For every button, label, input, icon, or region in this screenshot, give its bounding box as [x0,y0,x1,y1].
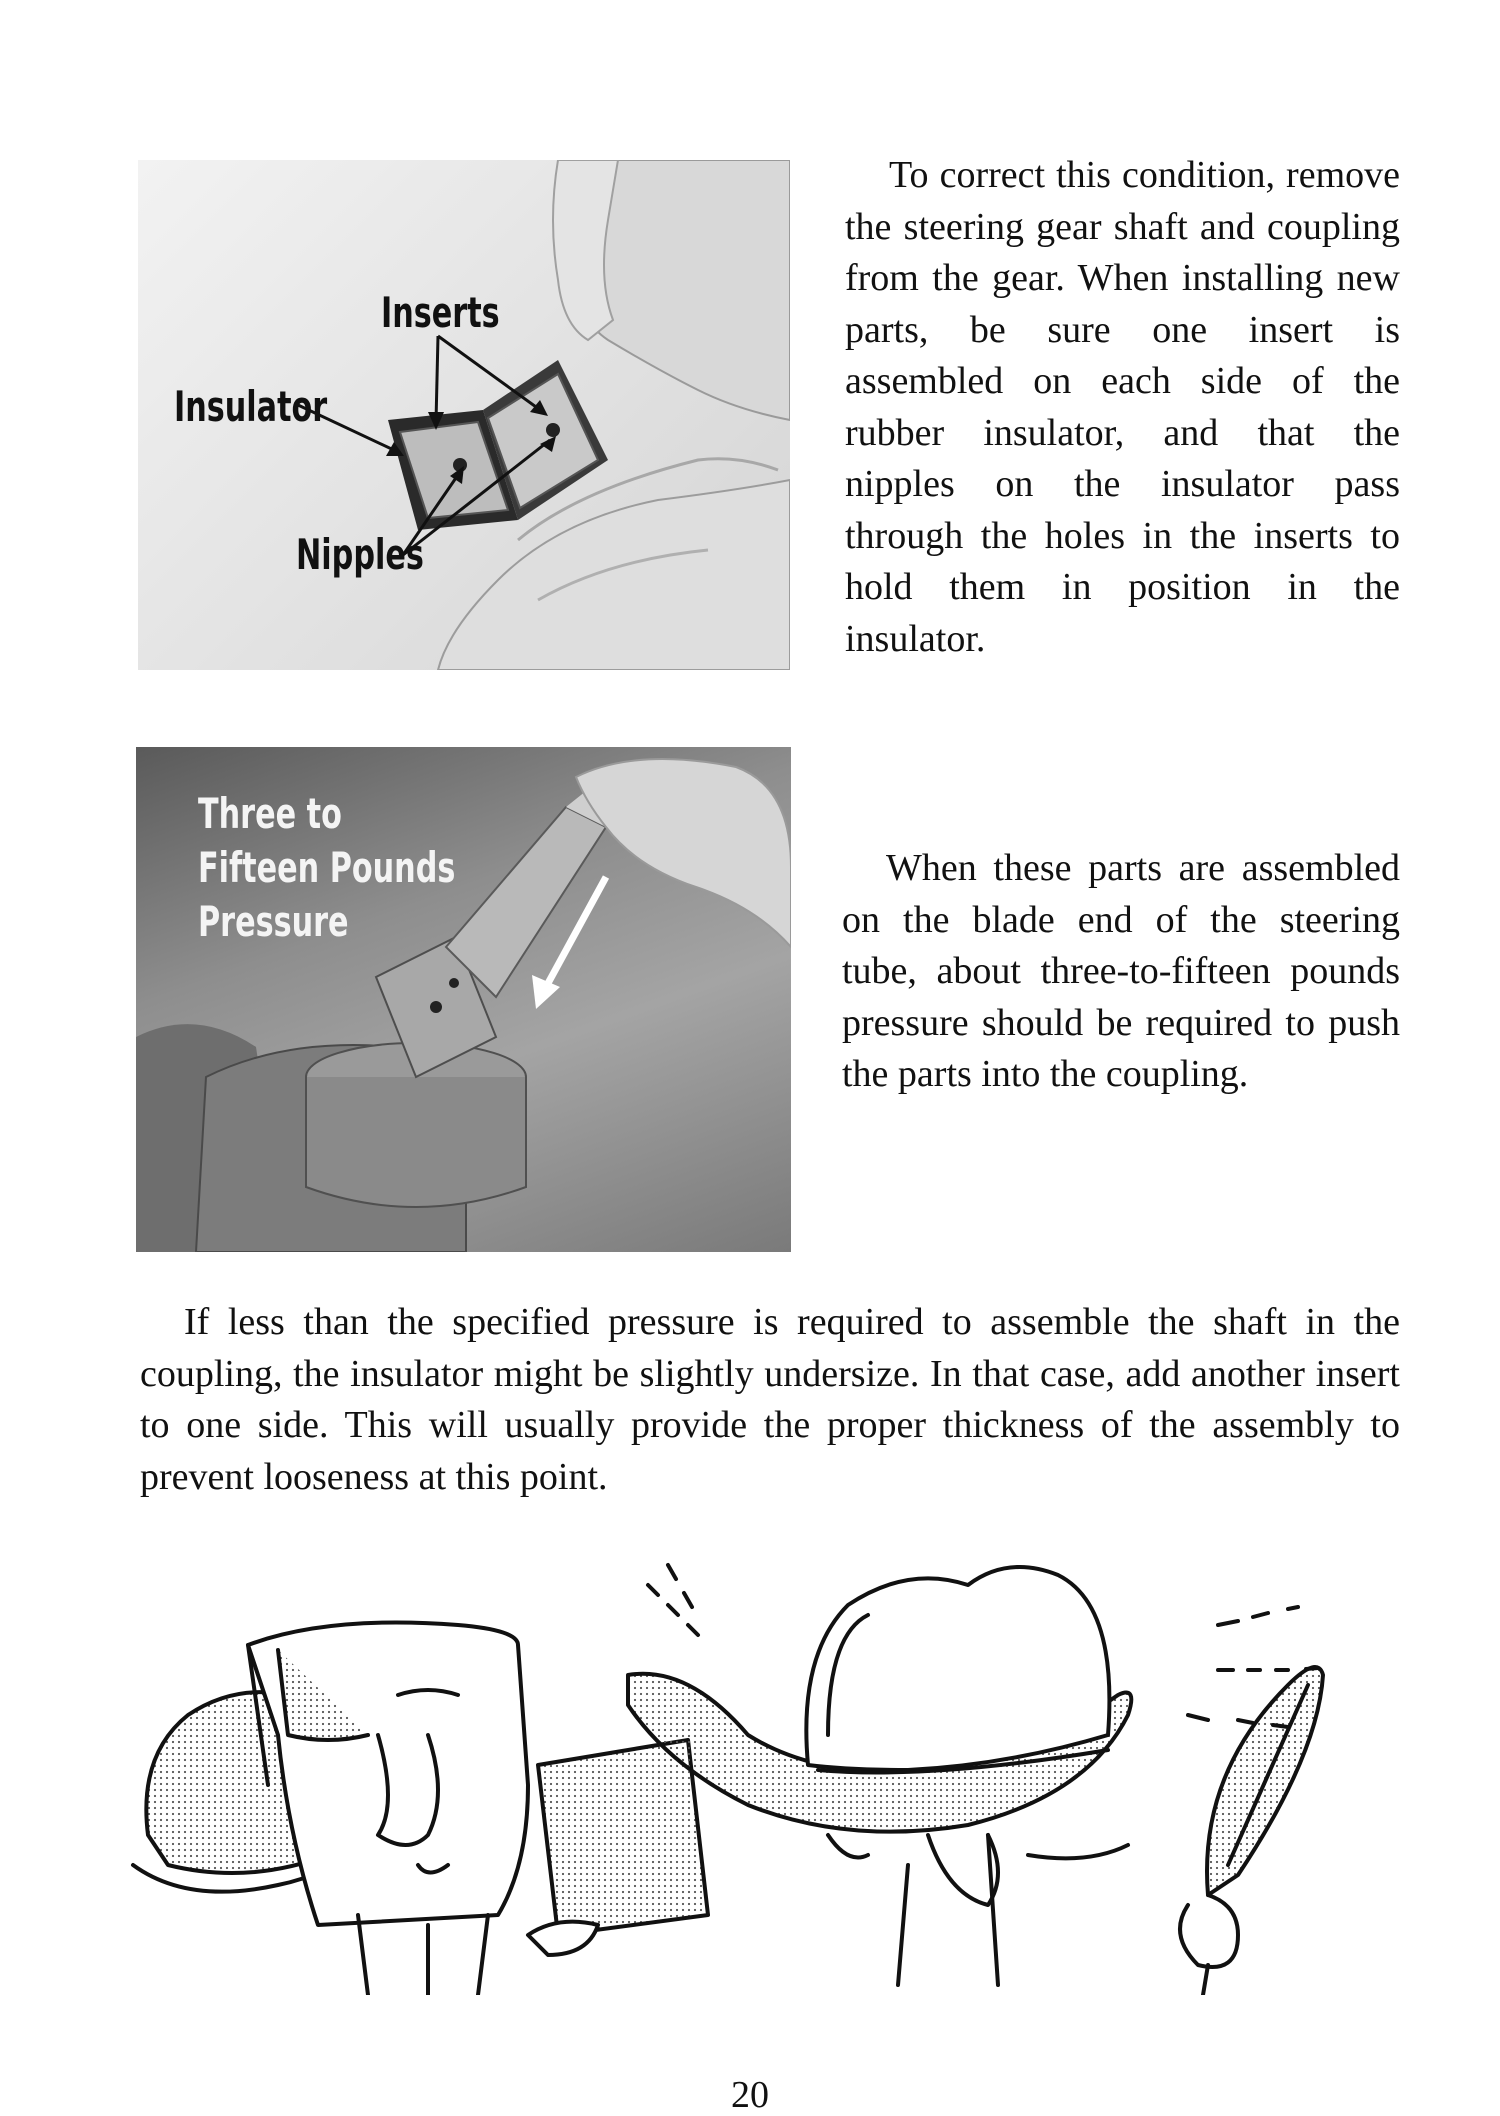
insulator-label: Insulator [174,382,328,431]
insulator-inserts-photo [138,160,790,670]
paragraph-text: If less than the specified pressure is required to assemble the shaft in the coupling, the insulator might be slightly undersize. In that case, add another insert to one side. This will usually provide the proper thickness of the assembly to prevent looseness at this point. [140,1301,1400,1498]
paragraph-text: When these parts are assembled on the blade end of the steering tube, about three-to-fifteen pounds pressure should be required to push the parts into the coupling. [842,847,1400,1095]
paragraph-correct-condition [845,150,1400,665]
paragraph-assembly-pressure [842,843,1400,1101]
inserts-label: Inserts [381,288,500,337]
paragraph-text: To correct this condition, remove the steering gear shaft and coupling from the gear. When installing new parts, be sure one insert is assembled on each side of the rubber insulator, and that the nipples on the insulator pass through the holes in the inserts to hold them in position in the insulator. [845,154,1400,660]
cartoon-illustration [128,1535,1428,1995]
pressure-caption: Three to Fifteen Pounds Pressure [198,789,456,946]
shaft-coupling-photo [136,747,791,1252]
nipples-label: Nipples [296,530,424,579]
page-number: 20 [731,2074,769,2116]
cartoon-drawing [128,1535,1428,1995]
paragraph-undersize-insulator [140,1297,1400,1503]
